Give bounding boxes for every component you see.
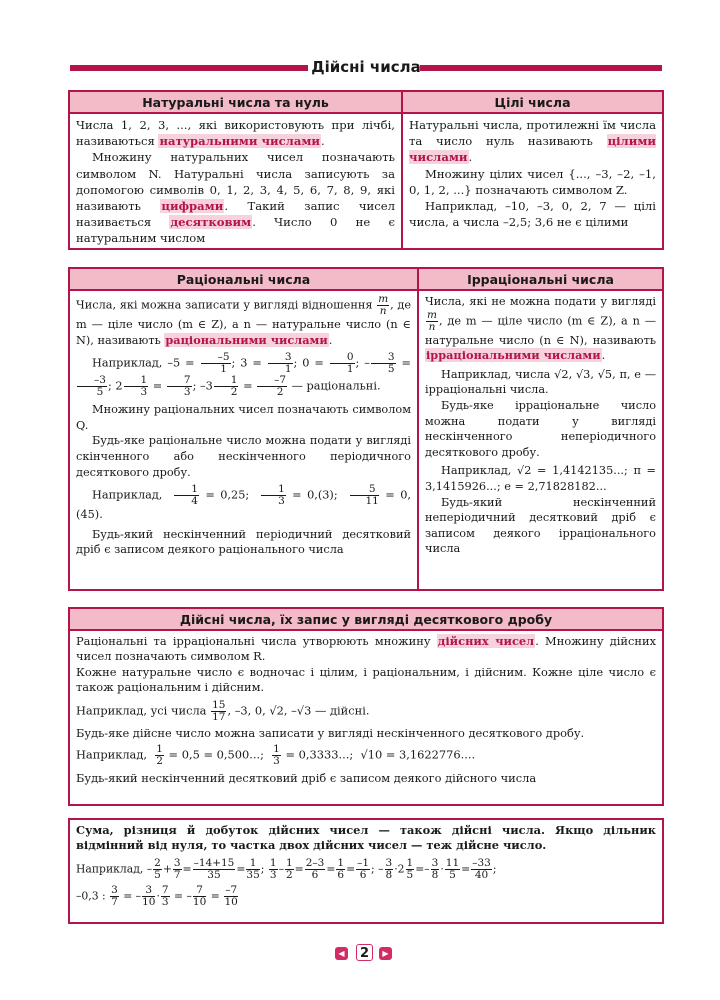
section-real-numbers xyxy=(68,607,664,806)
operations-examples-2: –0,3 : $\frac{3}{7}$ = – $\frac{3}{10}$ · $\frac{7}{3}$ = – $\frac{7}{10}$ = $\frac{-7}{10}$ xyxy=(76,883,238,908)
highlight-term: цілими числами xyxy=(409,134,656,165)
text: = 0,3333...; xyxy=(285,747,354,762)
highlight-term: натуральними числами xyxy=(159,134,321,149)
text: Множину раціональних чисел позначають символом Q. xyxy=(76,403,411,432)
section-operations xyxy=(68,818,664,924)
text: . Такий запис чисел називається xyxy=(76,199,395,230)
text: . Число 0 не є натуральним числом xyxy=(76,215,396,246)
text: Наприклад, xyxy=(76,862,144,876)
operations-body xyxy=(70,820,662,911)
text: Кожне натуральне число є водночас і цілим, і раціональним, і дійсним. Кожне ціле число є також раціональним і дійсним. xyxy=(76,664,656,695)
text: 0,(3); xyxy=(307,488,338,502)
decimal-examples: Наприклад, $\frac{1}{4}$ = 0,25; $\frac{1}{3}$ = 0,(3); $\frac{5}{11}$ = 0,(45). xyxy=(76,483,411,522)
text: Раціональні та ірраціональні числа утворюють множину xyxy=(76,634,437,648)
text: Множину натуральних чисел позначають символом N. Натуральні числа записують за допомогою символів 0, 1, 2, 3, 4, 5, 6, 7, 8, 9, які називають xyxy=(76,150,395,214)
text: Наприклад, √2 = 1,4142135...; π = 3,1415926...; e = 2,71828182... xyxy=(425,464,656,493)
text: Сума, різниця й добуток дійсних чисел — також дійсні числа. Якщо дільник відмінний від нуля, то частка двох дійсних чисел — теж дійсне число. xyxy=(76,823,656,853)
irrational-numbers-column xyxy=(419,269,662,589)
text: Будь-який нескінченний неперіодичний десятковий дріб є записом деякого ірраціонального числа xyxy=(425,495,656,556)
text: , –3, 0, √2, –√3 — дійсні. xyxy=(227,703,370,718)
text: Наприклад, числа √2, √3, √5, π, e — ірраціональні числа. xyxy=(425,367,656,397)
integers-column xyxy=(403,92,662,248)
text: Наприклад, xyxy=(92,356,163,370)
text: Наприклад, xyxy=(76,747,147,762)
text: . xyxy=(321,134,325,149)
text: . Множину дійсних чисел позначають символом R. xyxy=(76,634,656,664)
text: . xyxy=(468,150,473,165)
text: Наприклад, усі числа xyxy=(76,703,207,718)
natural-numbers-column xyxy=(70,92,401,248)
page-number: 2 xyxy=(356,944,373,961)
text: Множину цілих чисел {..., –3, –2, –1, 0, 1, 2, ...} позначають символом Z. xyxy=(409,166,656,197)
text: — раціональні. xyxy=(291,379,381,393)
highlight-term: ірраціональними числами xyxy=(426,348,601,363)
text: . xyxy=(328,333,333,347)
highlight-term: десятковим xyxy=(170,215,252,230)
text: , де m — ціле число (m ∈ Z), а n — натуральне число (n ∈ N), називають xyxy=(425,314,656,347)
text: 0,(45). xyxy=(76,488,411,522)
text: . xyxy=(601,349,606,363)
next-page-icon[interactable]: ▶ xyxy=(379,947,392,960)
fraction-m-n: $\frac{m}{n}$ xyxy=(378,293,389,317)
real-decimal-examples: Наприклад, $\frac{1}{2}$ = 0,5 = 0,500...; $\frac{1}{3}$ = 0,3333...; √10 = 3,1622776.... xyxy=(76,743,476,768)
text: Натуральні числа, протилежні їм числа та число нуль називають xyxy=(409,118,656,149)
text: Наприклад, xyxy=(92,488,163,502)
highlight-term: раціональними числами xyxy=(165,332,328,347)
text: Будь-яке ірраціональне число можна подати у вигляді нескінченного неперіодичного десяткового дробу. xyxy=(425,398,656,459)
section-rational-irrational xyxy=(68,267,664,591)
highlight-term: дійсних чисел xyxy=(437,634,535,648)
text: Числа, які можна записати у вигляді відношення xyxy=(76,298,373,312)
rational-numbers-header: Раціональні числа xyxy=(70,269,417,291)
text: Наприклад, –10, –3, 0, 2, 7 — цілі числа, а числа –2,5; 3,6 не є цілими xyxy=(409,199,656,230)
integers-header: Цілі числа xyxy=(403,92,662,114)
text: = 0,5 = 0,500...; xyxy=(168,747,264,762)
natural-numbers-header: Натуральні числа та нуль xyxy=(70,92,401,114)
rational-numbers-body xyxy=(70,291,417,561)
text: Числа, які не можна подати у вигляді xyxy=(425,295,656,308)
text: Будь-яке раціональне число можна подати у вигляді скінченного або нескінченного періодичного десяткового дробу. xyxy=(76,434,411,479)
fraction-m-n: $\frac{m}{n}$ xyxy=(427,308,437,333)
highlight-term: цифрами xyxy=(161,199,224,214)
text: Будь-яке дійсне число можна записати у вигляді нескінченного десяткового дробу. xyxy=(76,725,585,740)
text: Будь-який нескінченний десятковий дріб є записом деякого дійсного числа xyxy=(76,771,537,786)
real-numbers-header: Дійсні числа, їх запис у вигляді десяткового дробу xyxy=(70,609,662,631)
rational-numbers-column xyxy=(70,269,417,589)
operations-examples: Наприклад, – $\frac{2}{5}$ + $\frac{3}{7}$ = $\frac{-14+15}{35}$ = $\frac{1}{35}$ ; $\frac{1}{3}$ – $\frac{1}{2}$ = $\frac{2-3}{6}$ = $\frac{1}{6}$ = $\frac{-1}{6}$ ; – $\frac{3}{8}$ ·2 $\frac{1}{5}$ =– $\frac{3}{8}$ · $\frac{11}{5}$ = $\frac{-33}{40}$ ; xyxy=(76,856,497,881)
rational-examples: Наприклад, –5 = $\frac{-5}{1}$ ; 3 = $\frac{3}{1}$ ; 0 = $\frac{0}{1}$ ; – $\frac{3}{5}$ = $\frac{-3}{5}$ ; 2 $\frac{1}{3}$ = $\frac{7}{3}$ ; –3 $\frac{1}{2}$ = $\frac{-7}{2}$ — раціональні. xyxy=(76,352,411,398)
text: Числа 1, 2, 3, ..., які використовують при лічбі, називаються xyxy=(76,118,395,149)
irrational-numbers-header: Ірраціональні числа xyxy=(419,269,662,291)
text: , де m — ціле число (m ∈ Z), а n — натуральне число (n ∈ N), називають xyxy=(76,298,411,347)
prev-page-icon[interactable]: ◀ xyxy=(335,947,348,960)
integers-body xyxy=(403,114,662,233)
page-title: Дійсні числа xyxy=(311,58,421,76)
text: 0,25; xyxy=(220,488,250,502)
text: √10 = 3,1622776.... xyxy=(360,747,476,762)
natural-numbers-body xyxy=(70,114,401,250)
real-examples: Наприклад, усі числа $\frac{15}{17}$ , –3, 0, √2, –√3 — дійсні. xyxy=(76,698,370,723)
text: Будь-який нескінченний періодичний десятковий дріб є записом деякого раціонального числа xyxy=(76,527,411,557)
page-title-bar xyxy=(70,58,662,80)
section-natural-integer xyxy=(68,90,664,250)
irrational-numbers-body xyxy=(419,291,662,560)
real-numbers-body xyxy=(70,631,662,789)
page-navigation xyxy=(335,944,395,962)
